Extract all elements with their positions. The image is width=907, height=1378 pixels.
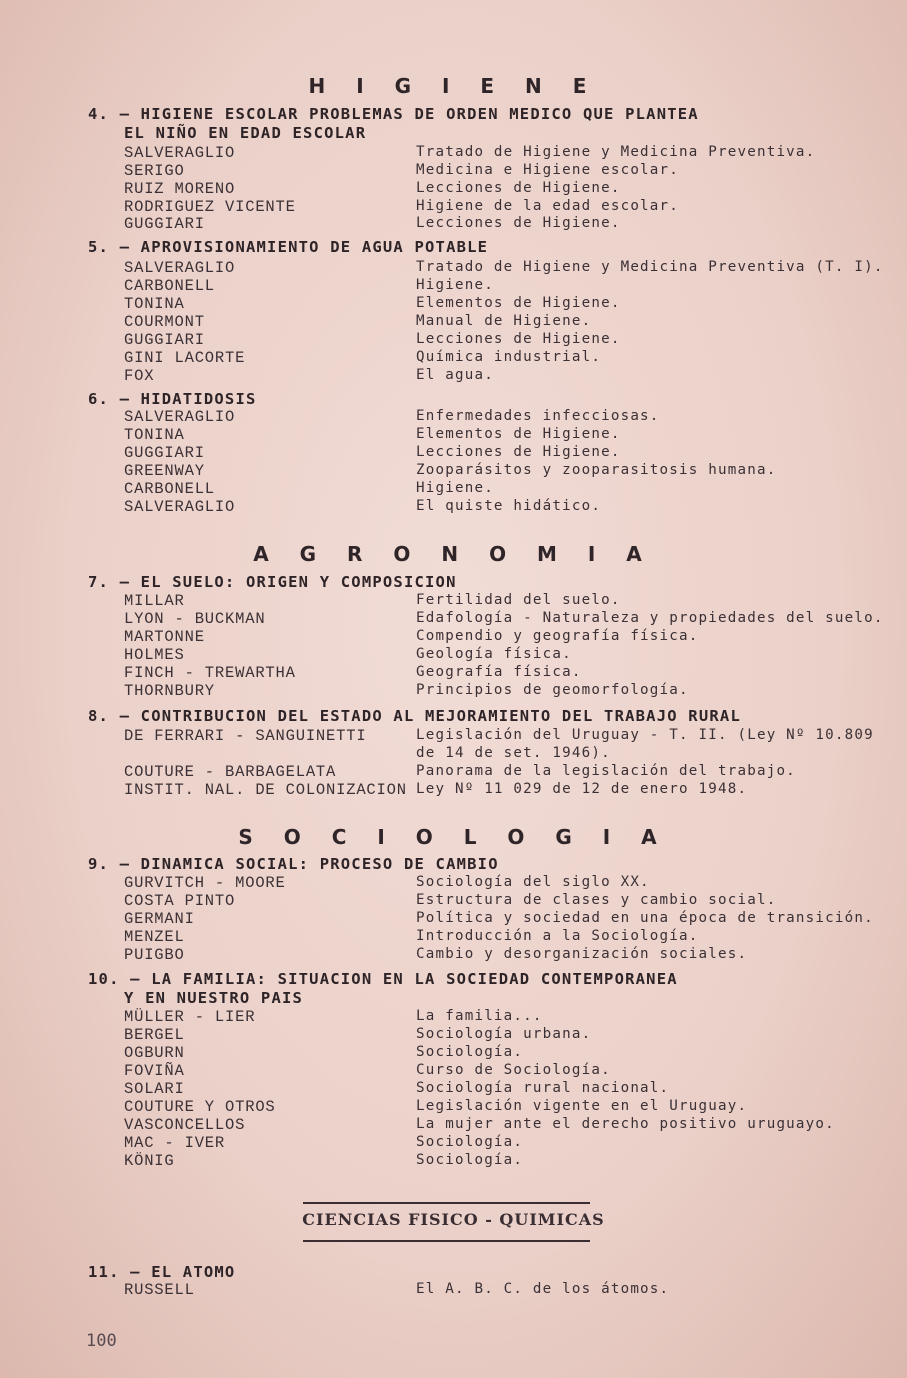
work-title: Lecciones de Higiene.: [416, 180, 621, 196]
author: MARTONNE: [124, 628, 205, 646]
work-title: Edafología - Naturaleza y propiedades del suelo.: [416, 610, 884, 626]
list-item: [0, 144, 907, 162]
item-4-heading-cont: EL NIÑO EN EDAD ESCOLAR: [124, 124, 367, 142]
author: GREENWAY: [124, 462, 205, 480]
work-title: Química industrial.: [416, 349, 602, 365]
list-item: [0, 162, 907, 180]
divider-bottom: [303, 1240, 590, 1242]
work-title: Sociología.: [416, 1044, 524, 1060]
author: KÖNIG: [124, 1152, 175, 1170]
work-title: Elementos de Higiene.: [416, 295, 621, 311]
work-title: Sociología.: [416, 1134, 524, 1150]
list-item: [0, 664, 907, 682]
work-title: Lecciones de Higiene.: [416, 215, 621, 231]
list-item: [0, 462, 907, 480]
author: GINI LACORTE: [124, 349, 246, 367]
section-title-higiene: H I G I E N E: [308, 74, 599, 98]
item-4-heading: 4. — HIGIENE ESCOLAR PROBLEMAS DE ORDEN MEDICO QUE PLANTEA: [88, 105, 699, 123]
work-title: Zooparásitos y zooparasitosis humana.: [416, 462, 777, 478]
list-item: [0, 349, 907, 367]
item-6-heading: 6. — HIDATIDOSIS: [88, 390, 257, 408]
work-title: La mujer ante el derecho positivo uruguayo.: [416, 1116, 835, 1132]
work-title: Lecciones de Higiene.: [416, 444, 621, 460]
work-title: Sociología del siglo XX.: [416, 874, 650, 890]
section-title-agronomia: A G R O N O M I A: [253, 542, 654, 566]
author: LYON - BUCKMAN: [124, 610, 266, 628]
list-item: [0, 1008, 907, 1026]
work-title: El quiste hidático.: [416, 498, 602, 514]
list-item-cont: [0, 745, 907, 763]
list-item: [0, 1080, 907, 1098]
work-title: Cambio y desorganización sociales.: [416, 946, 748, 962]
list-item: [0, 910, 907, 928]
work-title: Higiene de la edad escolar.: [416, 198, 680, 214]
work-title: Curso de Sociología.: [416, 1062, 611, 1078]
work-title: Geología física.: [416, 646, 572, 662]
work-title: Compendio y geografía física.: [416, 628, 699, 644]
author: CARBONELL: [124, 277, 215, 295]
work-title: Tratado de Higiene y Medicina Preventiva (T. I).: [416, 259, 884, 275]
work-title: Fertilidad del suelo.: [416, 592, 621, 608]
list-item: [0, 259, 907, 277]
work-title: El A. B. C. de los átomos.: [416, 1281, 670, 1297]
list-item: [0, 646, 907, 664]
item-10-heading: 10. — LA FAMILIA: SITUACION EN LA SOCIEDAD CONTEMPORANEA: [88, 970, 678, 988]
author: SOLARI: [124, 1080, 185, 1098]
author: RODRIGUEZ VICENTE: [124, 198, 296, 216]
author: GUGGIARI: [124, 444, 205, 462]
work-title: Introducción a la Sociología.: [416, 928, 699, 944]
work-title: Tratado de Higiene y Medicina Preventiva.: [416, 144, 816, 160]
author: COUTURE Y OTROS: [124, 1098, 276, 1116]
author: CARBONELL: [124, 480, 215, 498]
list-item: [0, 1116, 907, 1134]
work-title: Geografía física.: [416, 664, 582, 680]
list-item: [0, 1044, 907, 1062]
item-10-heading-cont: Y EN NUESTRO PAIS: [124, 989, 304, 1007]
list-item: [0, 1281, 907, 1299]
list-item: [0, 367, 907, 385]
author: PUIGBO: [124, 946, 185, 964]
author: SALVERAGLIO: [124, 259, 236, 277]
section-title-sociologia: S O C I O L O G I A: [238, 825, 669, 849]
work-title: Elementos de Higiene.: [416, 426, 621, 442]
author: FINCH - TREWARTHA: [124, 664, 296, 682]
work-title: Legislación del Uruguay - T. II. (Ley Nº 10.809: [416, 727, 874, 743]
work-title: Higiene.: [416, 277, 494, 293]
author: DE FERRARI - SANGUINETTI: [124, 727, 367, 745]
list-item: [0, 727, 907, 745]
list-item: [0, 874, 907, 892]
list-item: [0, 610, 907, 628]
work-title: Manual de Higiene.: [416, 313, 592, 329]
divider-top: [303, 1202, 590, 1204]
work-title: Estructura de clases y cambio social.: [416, 892, 777, 908]
author: INSTIT. NAL. DE COLONIZACION: [124, 781, 407, 799]
list-item: [0, 277, 907, 295]
author: FOX: [124, 367, 155, 385]
list-item: [0, 198, 907, 216]
item-11-heading: 11. — EL ATOMO: [88, 1263, 236, 1281]
author: SERIGO: [124, 162, 185, 180]
author: COUTURE - BARBAGELATA: [124, 763, 337, 781]
author: BERGEL: [124, 1026, 185, 1044]
author: HOLMES: [124, 646, 185, 664]
list-item: [0, 1062, 907, 1080]
work-title: Sociología urbana.: [416, 1026, 592, 1042]
author: SALVERAGLIO: [124, 408, 236, 426]
list-item: [0, 682, 907, 700]
author: GUGGIARI: [124, 215, 205, 233]
work-title: Legislación vigente en el Uruguay.: [416, 1098, 748, 1114]
author: THORNBURY: [124, 682, 215, 700]
item-7-heading: 7. — EL SUELO: ORIGEN Y COMPOSICION: [88, 573, 457, 591]
item-5-heading: 5. — APROVISIONAMIENTO DE AGUA POTABLE: [88, 238, 489, 256]
author: GURVITCH - MOORE: [124, 874, 286, 892]
author: MAC - IVER: [124, 1134, 226, 1152]
author: MENZEL: [124, 928, 185, 946]
author: TONINA: [124, 295, 185, 313]
list-item: [0, 331, 907, 349]
list-item: [0, 215, 907, 233]
work-title: El agua.: [416, 367, 494, 383]
work-title-cont: de 14 de set. 1946).: [416, 745, 611, 761]
list-item: [0, 408, 907, 426]
list-item: [0, 892, 907, 910]
author: GUGGIARI: [124, 331, 205, 349]
author: SALVERAGLIO: [124, 498, 236, 516]
author: OGBURN: [124, 1044, 185, 1062]
list-item: [0, 592, 907, 610]
work-title: Política y sociedad en una época de transición.: [416, 910, 874, 926]
author: COURMONT: [124, 313, 205, 331]
list-item: [0, 1134, 907, 1152]
author: VASCONCELLOS: [124, 1116, 246, 1134]
list-item: [0, 763, 907, 781]
page-number: 100: [86, 1331, 117, 1351]
list-item: [0, 928, 907, 946]
work-title: Ley Nº 11 029 de 12 de enero 1948.: [416, 781, 748, 797]
work-title: Sociología.: [416, 1152, 524, 1168]
work-title: Sociología rural nacional.: [416, 1080, 670, 1096]
section-title-ciencias: CIENCIAS FISICO - QUIMICAS: [302, 1210, 605, 1229]
list-item: [0, 180, 907, 198]
work-title: Enfermedades infecciosas.: [416, 408, 660, 424]
work-title: Principios de geomorfología.: [416, 682, 689, 698]
author: MÜLLER - LIER: [124, 1008, 256, 1026]
list-item: [0, 1098, 907, 1116]
list-item: [0, 498, 907, 516]
author: TONINA: [124, 426, 185, 444]
work-title: Lecciones de Higiene.: [416, 331, 621, 347]
author: MILLAR: [124, 592, 185, 610]
author: COSTA PINTO: [124, 892, 236, 910]
item-8-heading: 8. — CONTRIBUCION DEL ESTADO AL MEJORAMIENTO DEL TRABAJO RURAL: [88, 707, 741, 725]
work-title: La familia...: [416, 1008, 543, 1024]
author: FOVIÑA: [124, 1062, 185, 1080]
work-title: Panorama de la legislación del trabajo.: [416, 763, 796, 779]
work-title: Higiene.: [416, 480, 494, 496]
list-item: [0, 628, 907, 646]
author: SALVERAGLIO: [124, 144, 236, 162]
list-item: [0, 295, 907, 313]
list-item: [0, 1152, 907, 1170]
list-item: [0, 781, 907, 799]
author: RUIZ MORENO: [124, 180, 236, 198]
list-item: [0, 313, 907, 331]
list-item: [0, 946, 907, 964]
item-9-heading: 9. — DINAMICA SOCIAL: PROCESO DE CAMBIO: [88, 855, 499, 873]
list-item: [0, 426, 907, 444]
author: RUSSELL: [124, 1281, 195, 1299]
list-item: [0, 1026, 907, 1044]
list-item: [0, 444, 907, 462]
work-title: Medicina e Higiene escolar.: [416, 162, 680, 178]
author: GERMANI: [124, 910, 195, 928]
list-item: [0, 480, 907, 498]
